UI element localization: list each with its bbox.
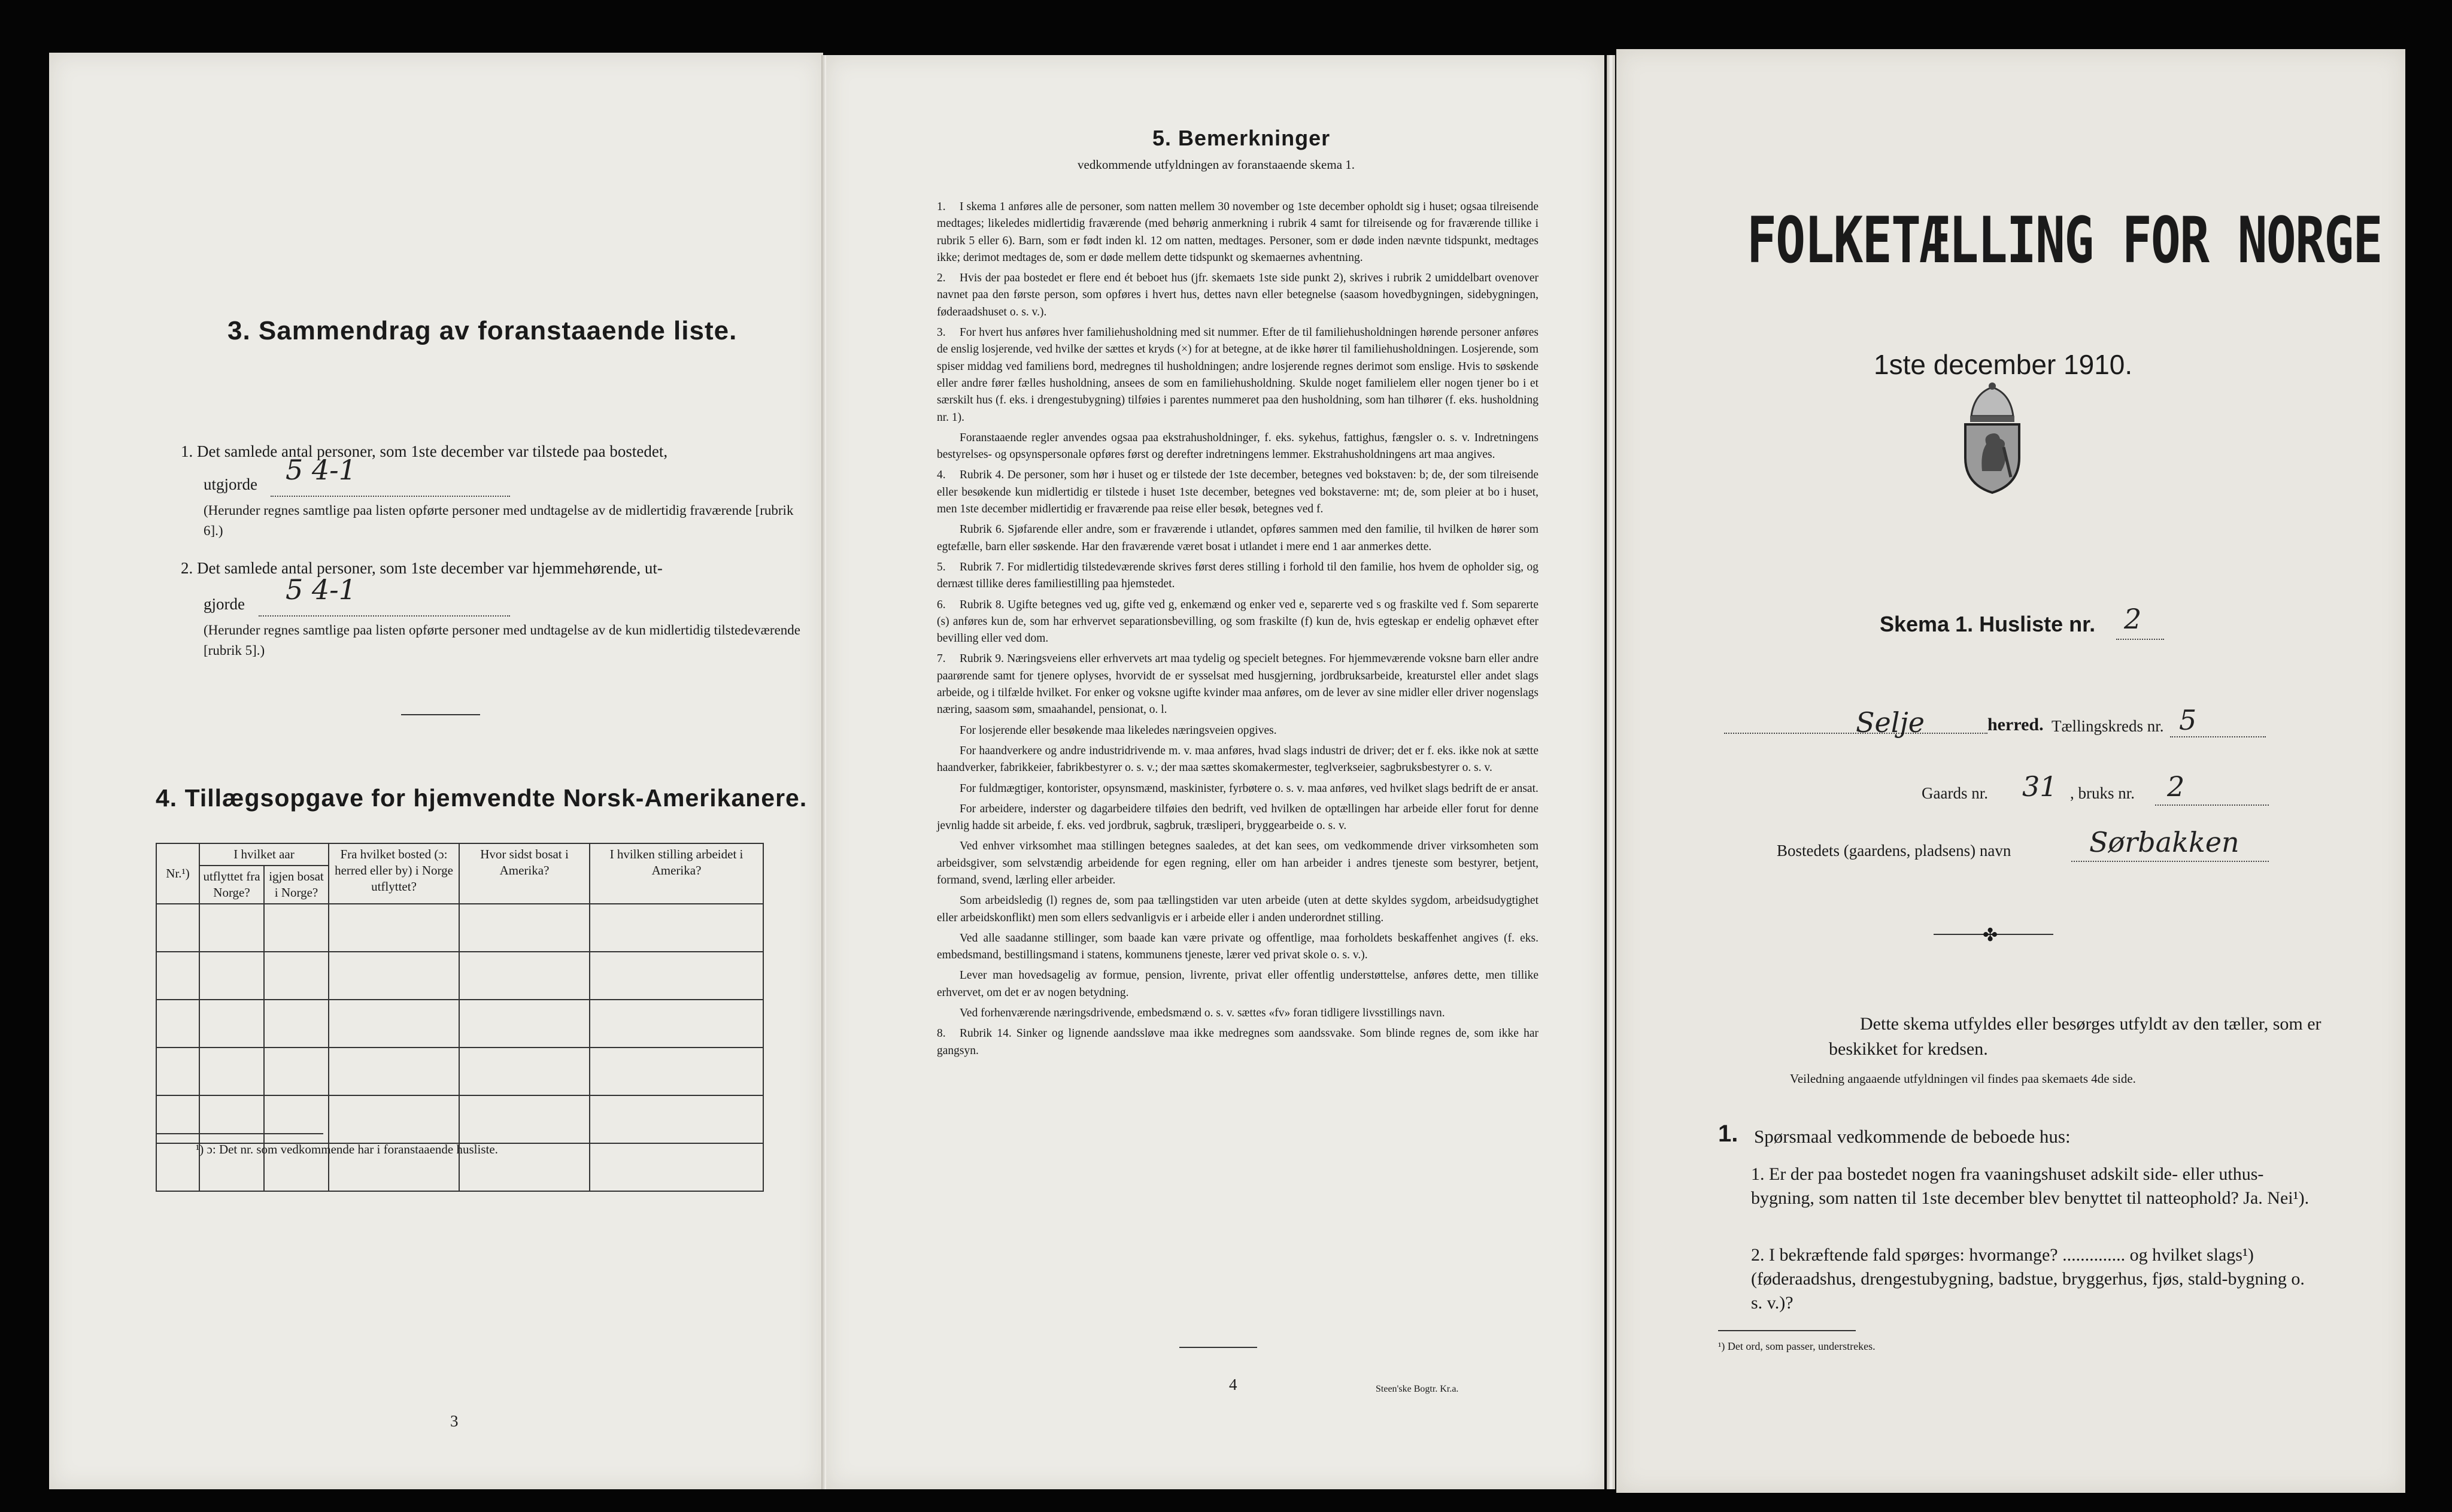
gaards-value: 31 <box>2022 770 2058 803</box>
tellingskreds-label: Tællingskreds nr. <box>2052 717 2164 735</box>
questions-heading: Spørsmaal vedkommende de beboede hus: <box>1754 1126 2071 1147</box>
remark-7d: For fuldmægtiger, kontorister, opsynsmænd, maskinister, fyrbøtere o. s. v. maa anføres, ved hvilket slags bedrift de er ansat. <box>960 782 1538 795</box>
footnote: ¹) ɔ: Det nr. som vedkommende har i foranstaaende husliste. <box>196 1142 498 1156</box>
census-date: 1ste december 1910. <box>1874 349 2133 380</box>
gaards-label: Gaards nr. <box>1922 784 1988 802</box>
remarks-list <box>937 199 1538 1063</box>
item-2-value: 5 4-1 <box>286 573 356 606</box>
section-4-title: 4. Tillægsopgave for hjemvendte Norsk-Amerikanere. <box>156 784 808 812</box>
remarks-title: 5. Bemerkninger <box>1152 126 1331 150</box>
herred-label: herred. <box>1987 715 2044 734</box>
remark-6: 6. Rubrik 8. Ugifte betegnes ved ug, gifte ved g, enkemænd og enker ved e, separerte ved s og fraskilte ved f. Som separerte (s) anføres kun de, som har erhvervet separationsbevilling, og som fraskilte (f) kun de, hvis egteskap er endelig ophævet efter bevilling eller ved dom. <box>937 598 1538 645</box>
item-1-note: (Herunder regnes samtlige paa listen opførte personer med undtagelse av de midlertidig fraværende [rubrik 6].) <box>204 503 794 538</box>
table-row <box>156 1000 763 1048</box>
remark-4: 4. Rubrik 4. De personer, som hør i huset og er tilstede der 1ste december, betegnes ved bokstaven: b; de, der som tilreisende eller besøkende kun midlertidig er tilstede i huset 1ste december, betegnes ved bokstaverne: mt; de, som pleier at bo i huset, men 1ste december midlertidig er fraværende paa reise eller besøk, betegnes ved f. <box>937 469 1538 516</box>
herred-value: Selje <box>1856 706 1925 739</box>
remark-1: 1. I skema 1 anføres alle de personer, som natten mellem 30 november og 1ste december opholdt sig i huset; ogsaa tilreisende medtages; likeledes midlertidig fraværende (med behørig anmerkning i rubrik 4 samt for tilreisende og for fraværende tillike i rubrik 5 eller 6). Barn, som er født inden kl. 12 om natten, medtages. Personer, som er døde inden nævnte tidspunkt, medtages ikke; derimot medtages de, som er døde mellem dette tidspunkt og skemaernes avhentning. <box>937 201 1538 264</box>
remark-4b: Rubrik 6. Sjøfarende eller andre, som er fraværende i utlandet, opføres sammen med den familie, til hvilken de hører som egtefælle, barn eller søskende. Har den fraværende været bosat i utlandet i mere end 1 aar anmerkes dette. <box>937 523 1538 553</box>
header-nr: Nr.¹) <box>156 843 199 904</box>
remark-7f: Ved enhver virksomhet maa stillingen betegnes saaledes, at det kan sees, om vedkommende driver virksomheten som arbeidsgiver, som selvstændig arbeidende for egen regning, eller om han arbeider i andres tjeneste som bestyrer, betjent, formand, svend, lærling eller arbeider. <box>937 840 1538 886</box>
header-utflyttet: utflyttet fra Norge? <box>199 866 264 904</box>
table-row <box>156 1048 763 1095</box>
remark-7i: Lever man hovedsagelig av formue, pension, livrente, privat eller offentlig understøttelse, anføres dette, men tillike erhvervet, om det er av nogen betydning. <box>937 969 1538 999</box>
header-igjen-bosat: igjen bosat i Norge? <box>264 866 329 904</box>
questions-number: 1. <box>1718 1121 1738 1147</box>
section-3-title: 3. Sammendrag av foranstaaende liste. <box>227 316 738 345</box>
header-i-hvilket-aar: I hvilket aar <box>199 843 329 866</box>
remark-7g: Som arbeidsledig (l) regnes de, som paa tællingstiden var uten arbeide (uten at dette skyldes sygdom, arbeidsudygtighet eller arbeidskonflikt) men som ellers sedvanligvis er i arbeide eller i anden underordnet stilling. <box>937 894 1538 924</box>
remark-7: 7. Rubrik 9. Næringsveiens eller erhvervets art maa tydelig og specielt betegnes. For hjemmeværende voksne barn eller andre paarørende samt for tjenere oplyses, hvorvidt de er sysselsat med husgjerning, jordbruksarbeide, kreaturstel eller andet slags arbeide, og i tilfælde hvilket. For enker og voksne ugifte kvinder maa anføres, om de lever av sine midler eller driver nogenslags næring, saasom søm, smaahandel, pensionat, o. l. <box>937 652 1538 716</box>
table-row <box>156 952 763 1000</box>
remark-7c: For haandverkere og andre industridrivende m. v. maa anføres, hvad slags industri de driver; det er f. eks. ikke nok at sætte haandverker, fabrikkeier, fabrikbestyrer o. s. v.; der maa sættes skomakermester, teglverkseier, sagbruksbestyrer o. s. v. <box>937 744 1538 775</box>
question-1: 1. Er der paa bostedet nogen fra vaaningshuset adskilt side- eller uthus-bygning, som natten til 1ste december blev benyttet til natteophold? Ja. Nei¹). <box>1751 1164 2310 1208</box>
remark-3b: Foranstaaende regler anvendes ogsaa paa ekstrahusholdninger, f. eks. sykehus, fattighus, fængsler o. s. v. Indretningens bestyrelses- og opsynspersonale opføres først og derefter indretningens lemmer. Ekstrahusholdningens art maa angives. <box>937 431 1538 462</box>
tellingskreds-value: 5 <box>2179 704 2197 736</box>
page-number-3: 3 <box>450 1412 459 1430</box>
printer-mark: Steen'ske Bogtr. Kr.a. <box>1376 1384 1459 1394</box>
footnote-rule <box>156 1133 323 1134</box>
table-row <box>156 1095 763 1143</box>
item-1-text: 1. Det samlede antal personer, som 1ste december var tilstede paa bostedet, <box>181 442 668 460</box>
skema-label: Skema 1. Husliste nr. <box>1880 612 2096 636</box>
remark-7b: For losjerende eller besøkende maa likeledes næringsveien opgives. <box>960 724 1277 737</box>
item-2-dotted-line <box>259 615 510 617</box>
question-2: 2. I bekræftende fald spørges: hvormange? .............. og hvilket slags¹) (føderaadshus, drengestubygning, badstue, bryggerhus, fjøs, stald-bygning o. s. v.)? <box>1751 1245 2305 1313</box>
bosted-dotted-line <box>2071 861 2269 862</box>
page-1-cover <box>1616 49 2405 1493</box>
tellingskreds-dotted-line <box>2170 736 2266 737</box>
item-2-utgjorde-label: gjorde <box>204 595 245 613</box>
remark-5: 5. Rubrik 7. For midlertidig tilstedeværende skrives først deres stilling i forhold til den familie, hos hvem de opholder sig, og dernæst tillike deres familiestilling paa hjemstedet. <box>937 560 1538 591</box>
remark-2: 2. Hvis der paa bostedet er flere end ét beboet hus (jfr. skemaets 1ste side punkt 2), skrives i rubrik 2 umiddelbart ovenover navnet paa den første person, som opføres i hvert hus, dettes navn eller betegnelse (saasom hovedbygningen, sidebygningen, føderaadshuset o. s. v.). <box>937 272 1538 318</box>
remark-7j: Ved forhenværende næringsdrivende, embedsmænd o. s. v. sættes «fv» foran tidligere livsstillings navn. <box>960 1007 1445 1020</box>
remark-8: 8. Rubrik 14. Sinker og lignende aandssløve maa ikke medregnes som aandssvake. Som blinde regnes de, som ikke har gangsyn. <box>937 1027 1538 1057</box>
page-3 <box>49 53 823 1489</box>
header-sidst-bosat: Hvor sidst bosat i Amerika? <box>459 843 590 904</box>
item-2-note: (Herunder regnes samtlige paa listen opførte personer med undtagelse av de kun midlertidig tilstedeværende [rubrik 5].) <box>204 623 800 658</box>
header-fra-bosted: Fra hvilket bosted (ɔ: herred eller by) i Norge utflyttet? <box>329 843 459 904</box>
remarks-subtitle: vedkommende utfyldningen av foranstaaende skema 1. <box>1078 157 1355 172</box>
item-1-utgjorde-label: utgjorde <box>204 475 257 493</box>
remarks-end-rule <box>1179 1347 1257 1348</box>
remark-7h: Ved alle saadanne stillinger, som baade kan være private og offentlige, maa forholdets beskaffenhet angives (f. eks. embedsmand, bestillingsmand i statens, kommunens tjeneste, lærer ved privat skole o. s. v.). <box>937 931 1538 962</box>
item-1-dotted-line <box>271 496 510 497</box>
intro-note: Veiledning angaaende utfyldningen vil findes paa skemaets 4de side. <box>1790 1071 2136 1086</box>
remark-7e: For arbeidere, inderster og dagarbeidere tilføies den bedrift, ved hvilken de optællingen har arbeide eller forut for denne jevnlig hadde sit arbeide, f. eks. ved jordbruk, sagbruk, træsliperi, bryggearbeide o. s. v. <box>937 802 1538 833</box>
bruks-label: , bruks nr. <box>2070 784 2135 802</box>
item-2-text: 2. Det samlede antal personer, som 1ste december var hjemmehørende, ut- <box>181 559 663 577</box>
page-fold-2 <box>1607 55 1615 1489</box>
cover-footnote: ¹) Det ord, som passer, understrekes. <box>1718 1340 1876 1352</box>
ornament-icon: ✤ <box>1983 925 1998 945</box>
header-stilling: I hvilken stilling arbeidet i Amerika? <box>590 843 763 904</box>
husliste-dotted-line <box>2116 639 2164 640</box>
page-number-4: 4 <box>1229 1376 1237 1393</box>
table-row <box>156 904 763 952</box>
bosted-value: Sørbakken <box>2089 826 2239 858</box>
bosted-label: Bostedets (gaardens, pladsens) navn <box>1777 842 2011 860</box>
husliste-nr: 2 <box>2124 603 2142 635</box>
bruks-value: 2 <box>2167 770 2185 803</box>
intro-text: Dette skema utfyldes eller besørges utfyldt av den tæller, som er beskikket for kredsen. <box>1829 1014 2321 1059</box>
item-1-value: 5 4-1 <box>286 454 356 486</box>
bruks-dotted-line <box>2155 804 2269 806</box>
census-title: FOLKETÆLLING FOR NORGE <box>1747 204 2382 277</box>
page-4 <box>826 55 1604 1489</box>
cover-footnote-rule <box>1718 1330 1856 1331</box>
separator-rule <box>401 714 480 715</box>
remark-3: 3. For hvert hus anføres hver familiehusholdning med sit nummer. Efter de til familiehusholdningen hørende personer anføres de enslig losjerende, ved hvilke der sættes et kryds (×) for at betegne, at de ikke hører til familiehusholdningen. Losjerende, som spiser middag ved familiens bord, medregnes til husholdningen; andre losjerende regnes derimot som enslige. Hvis to søskende eller andre fører fælles husholdning, ansees de som en familiehusholdning. Skulde noget familielem eller nogen tjener bo i et særskilt hus (f. eks. i drengestubygning) tilføies i parentes nummeret paa den husholdning, som han tilhører (f. eks. husholdning nr. 1). <box>937 326 1538 424</box>
coat-of-arms-icon <box>1953 381 2031 495</box>
